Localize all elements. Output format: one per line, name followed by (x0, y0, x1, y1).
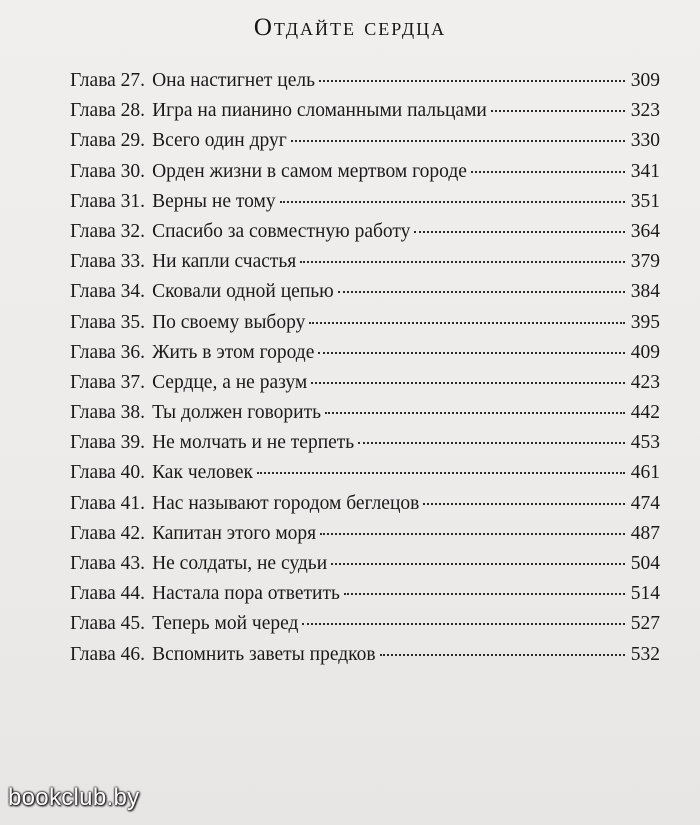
toc-chapter-number: Глава 36. (70, 341, 146, 363)
toc-page-number: 474 (630, 492, 660, 514)
toc-chapter-number: Глава 39. (70, 432, 146, 454)
toc-entry (70, 277, 660, 307)
toc-chapter-number: Глава 28. (70, 100, 146, 122)
toc-dot-leader (331, 563, 625, 565)
toc-entry (70, 398, 660, 428)
toc-entry (70, 96, 660, 126)
toc-chapter-number: Глава 30. (70, 160, 146, 182)
toc-chapter-title: Настала пора ответить (152, 583, 340, 605)
toc-entry (70, 217, 660, 247)
toc-chapter-title: Сковали одной цепью (152, 281, 334, 303)
toc-chapter-number: Глава 46. (70, 643, 146, 665)
toc-entry (70, 157, 660, 187)
toc-entry (70, 66, 660, 96)
toc-entry (70, 579, 660, 609)
toc-dot-leader (280, 201, 625, 203)
toc-entry (70, 549, 660, 579)
toc-chapter-title: Она настигнет цель (152, 70, 316, 91)
toc-page-number: 453 (630, 432, 660, 454)
toc-chapter-title: Нас называют городом беглецов (152, 492, 420, 514)
toc-page-number: 384 (630, 281, 660, 303)
toc-page-number: 330 (630, 130, 660, 152)
toc-chapter-title: Жить в этом городе (152, 341, 315, 363)
toc-dot-leader (491, 110, 625, 112)
toc-chapter-title: Как человек (152, 462, 253, 484)
toc-entry (70, 458, 660, 488)
toc-entry (70, 338, 660, 368)
toc-chapter-number: Глава 34. (70, 281, 146, 303)
toc-page-number: 364 (630, 220, 660, 242)
toc-chapter-number: Глава 45. (70, 613, 146, 635)
toc-entry (70, 187, 660, 217)
toc-entry (70, 308, 660, 338)
toc-chapter-number: Глава 41. (70, 492, 146, 514)
toc-page-number: 309 (630, 70, 660, 91)
toc-chapter-number: Глава 32. (70, 220, 146, 242)
toc-chapter-title: Капитан этого моря (152, 522, 317, 544)
toc-page-number: 442 (630, 402, 660, 424)
toc-page-number: 504 (630, 553, 660, 574)
toc-chapter-title: Теперь мой черед (152, 613, 299, 635)
toc-page-number: 379 (630, 251, 660, 273)
toc-dot-leader (257, 472, 625, 474)
toc-page-number: 514 (630, 583, 660, 605)
toc-page-number: 395 (630, 311, 660, 333)
toc-page-number: 423 (630, 371, 660, 393)
toc-dot-leader (311, 382, 625, 384)
toc-page-number: 487 (630, 522, 660, 544)
toc-entry (70, 519, 660, 549)
toc-dot-leader (338, 291, 625, 293)
toc-entry (70, 126, 660, 156)
toc-dot-leader (309, 322, 624, 324)
toc-entry (70, 368, 660, 398)
toc-chapter-number: Глава 29. (70, 130, 146, 152)
toc-entry (70, 609, 660, 639)
toc-dot-leader (414, 231, 624, 233)
toc-chapter-number: Глава 27. (70, 70, 146, 91)
toc-chapter-number: Глава 33. (70, 251, 146, 273)
toc-chapter-number: Глава 37. (70, 371, 146, 393)
toc-entry (70, 489, 660, 519)
toc-dot-leader (423, 503, 624, 505)
toc-dot-leader (319, 80, 625, 82)
toc-chapter-title: Спасибо за совместную работу (152, 220, 411, 242)
toc-chapter-title: Орден жизни в самом мертвом городе (152, 160, 467, 182)
toc-chapter-number: Глава 38. (70, 402, 146, 424)
toc-chapter-title: Игра на пианино сломанными пальцами (152, 100, 487, 122)
toc-entry (70, 640, 660, 670)
toc-chapter-title: Не солдаты, не судьи (152, 553, 328, 574)
toc-chapter-number: Глава 31. (70, 190, 146, 212)
toc-page-number: 532 (630, 643, 660, 665)
toc-chapter-number: Глава 40. (70, 462, 146, 484)
toc-chapter-number: Глава 35. (70, 311, 146, 333)
toc-chapter-title: Ты должен говорить (152, 402, 321, 424)
toc-chapter-title: Вспомнить заветы предков (152, 643, 376, 665)
toc-dot-leader (325, 412, 625, 414)
toc-page-number: 527 (630, 613, 660, 635)
toc-chapter-number: Глава 44. (70, 583, 146, 605)
toc-dot-leader (344, 593, 625, 595)
toc-dot-leader (300, 261, 624, 263)
toc-dot-leader (471, 171, 625, 173)
toc-chapter-number: Глава 43. (70, 553, 146, 574)
toc-entry (70, 428, 660, 458)
toc-dot-leader (320, 533, 625, 535)
toc-dot-leader (318, 352, 624, 354)
toc-dot-leader (302, 623, 624, 625)
toc-dot-leader (380, 654, 625, 656)
toc-chapter-title: Не молчать и не терпеть (152, 432, 355, 454)
toc-page-number: 351 (630, 190, 660, 212)
toc-page-number: 323 (630, 100, 660, 122)
toc-chapter-title: По своему выбору (152, 311, 306, 333)
toc-page-number: 409 (630, 341, 660, 363)
toc-chapter-title: Верны не тому (152, 190, 276, 212)
toc-chapter-title: Всего один друг (152, 130, 287, 152)
toc-chapter-number: Глава 42. (70, 522, 146, 544)
table-of-contents (70, 66, 660, 670)
toc-entry (70, 247, 660, 277)
toc-dot-leader (291, 140, 625, 142)
page-title: Отдайте сердца (253, 14, 447, 41)
toc-chapter-title: Ни капли счастья (152, 251, 297, 273)
toc-chapter-title: Сердце, а не разум (152, 371, 308, 393)
site-watermark: bookclub.by (8, 784, 140, 811)
toc-page-number: 341 (630, 160, 660, 182)
toc-page-number: 461 (630, 462, 660, 484)
toc-dot-leader (358, 442, 625, 444)
